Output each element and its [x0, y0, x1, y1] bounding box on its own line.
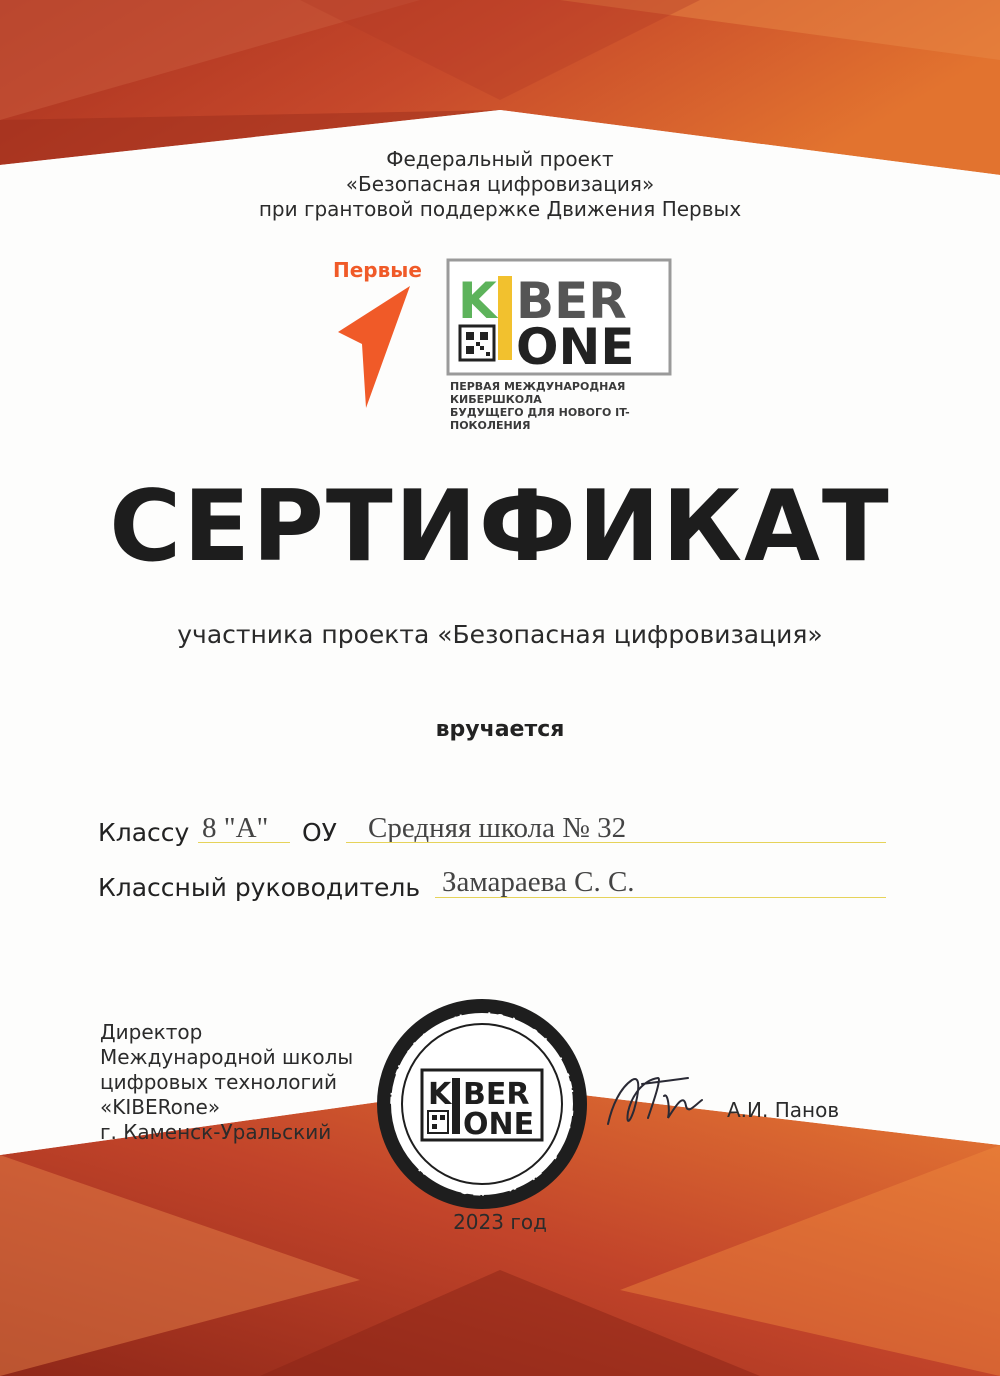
certificate-subtitle: участника проекта «Безопасная цифровизация»	[177, 620, 823, 649]
director-line-5: г. Каменск-Уральский	[100, 1120, 332, 1144]
teacher-underline	[435, 897, 886, 898]
svg-text:BER: BER	[463, 1077, 530, 1112]
header-line-3: при грантовой поддержке Движения Первых	[258, 197, 742, 221]
director-line-2: Международной школы	[100, 1045, 354, 1069]
svg-text:BER: BER	[516, 272, 627, 330]
svg-text:ONE: ONE	[516, 318, 635, 376]
director-line-3: цифровых технологий	[100, 1070, 338, 1094]
kiberone-caption-line-1: ПЕРВАЯ МЕЖДУНАРОДНАЯ КИБЕРШКОЛА	[450, 380, 626, 406]
svg-text:K: K	[458, 272, 497, 330]
director-name: А.И. Панов	[727, 1098, 840, 1122]
svg-text:ONE: ONE	[463, 1107, 535, 1142]
kiberone-logo	[446, 258, 676, 378]
teacher-value: Замараева С. С.	[442, 866, 635, 898]
pervye-logo-mark	[332, 282, 422, 412]
awarded-label: вручается	[435, 717, 565, 742]
director-signature	[598, 1066, 718, 1136]
director-block	[100, 1020, 353, 1145]
kiberone-seal	[376, 998, 588, 1210]
kiberone-caption-line-2: БУДУЩЕГО ДЛЯ НОВОГО IT-ПОКОЛЕНИЯ	[450, 406, 630, 432]
header-line-1: Федеральный проект	[386, 147, 614, 171]
director-line-4: «KIBERone»	[100, 1095, 221, 1119]
certificate-year: 2023 год	[453, 1210, 547, 1234]
class-underline	[198, 842, 290, 843]
seal-ring-text: The First International CyberSchool of The Future for The New IT-Generation	[388, 1010, 576, 1198]
class-value: 8 "А"	[202, 812, 269, 844]
school-label: ОУ	[302, 818, 337, 847]
header-line-2: «Безопасная цифровизация»	[345, 172, 655, 196]
teacher-label: Классный руководитель	[98, 873, 421, 902]
school-value: Средняя школа № 32	[368, 812, 627, 844]
school-underline	[346, 842, 886, 843]
kiberone-caption	[450, 380, 710, 432]
svg-text:K: K	[428, 1077, 452, 1112]
certificate-title: СЕРТИФИКАТ	[109, 470, 891, 584]
director-line-1: Директор	[100, 1020, 203, 1044]
class-label: Классу	[98, 818, 190, 847]
pervye-logo-text: Первые	[333, 258, 422, 282]
